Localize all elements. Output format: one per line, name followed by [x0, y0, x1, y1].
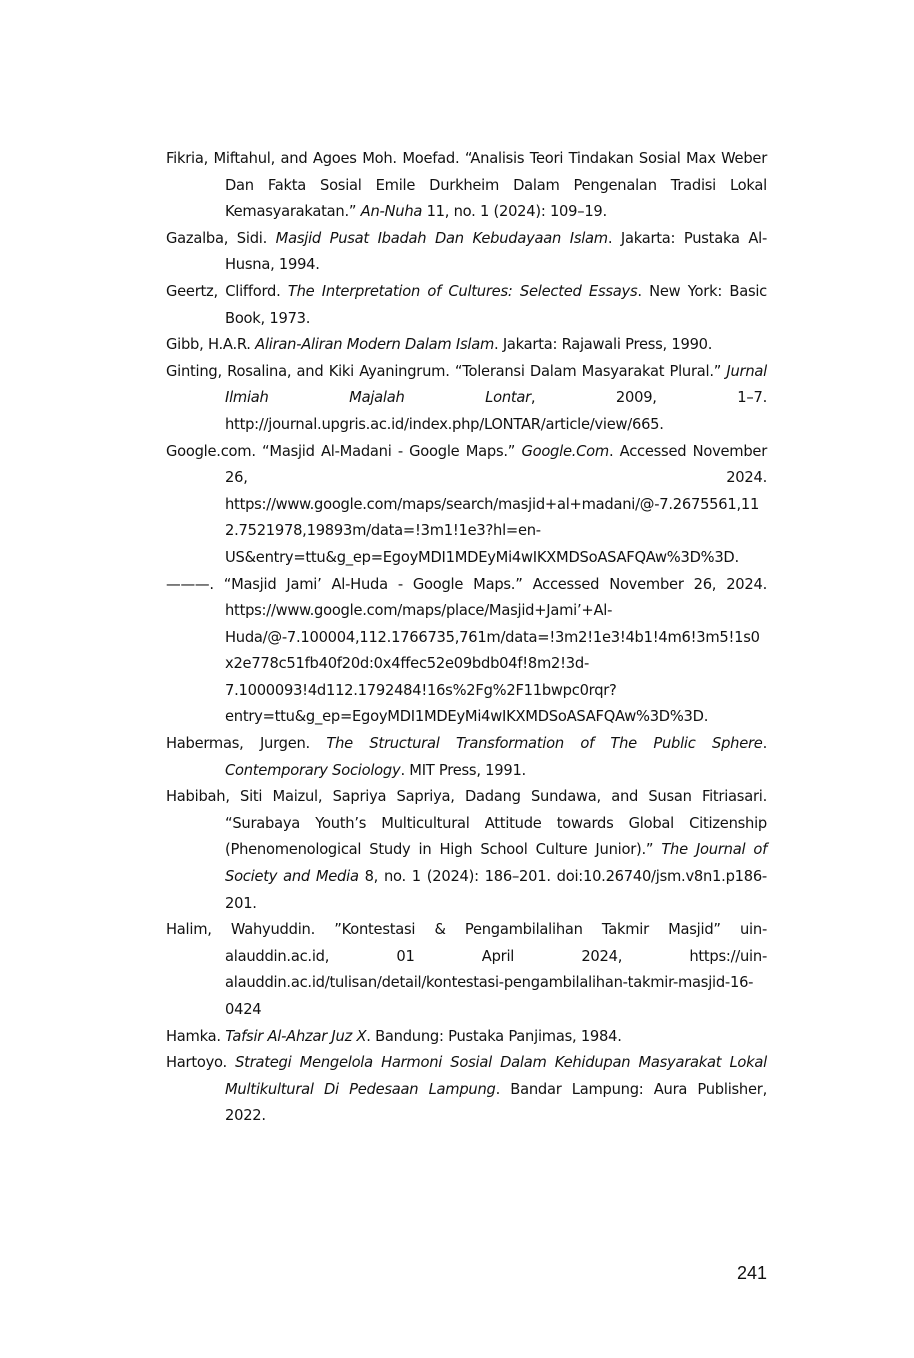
bibliography-entry	[166, 439, 767, 572]
entry-text: Habermas, Jurgen.	[166, 735, 327, 753]
entry-italic-title: An-Nuha	[360, 203, 423, 221]
bibliography-entry	[166, 917, 767, 1023]
bibliography-entry	[166, 784, 767, 917]
entry-text: . Bandung: Pustaka Panjimas, 1984.	[366, 1027, 622, 1045]
bibliography-entry	[166, 1050, 767, 1130]
bibliography-list	[166, 146, 767, 1130]
entry-italic-title: The Structural Transformation of The Public Sphere	[326, 735, 763, 753]
entry-italic-title: The Journal of Society and Media	[225, 841, 767, 886]
entry-text: Google.com. “Masjid Al-Madani - Google Maps.”	[166, 442, 522, 460]
entry-text: Halim, Wahyuddin. ”Kontestasi & Pengambilalihan Takmir Masjid” uin-alauddin.ac.id, 01 April 2024, https://uin-alauddin.ac.id/tulisan/detail/kontestasi-pengambilalihan-takmir-masjid-16-0424	[166, 921, 767, 1018]
entry-italic-title: Masjid Pusat Ibadah Dan Kebudayaan Islam	[275, 229, 608, 247]
entry-text: Gibb, H.A.R.	[166, 336, 256, 354]
entry-text: Hamka.	[166, 1027, 226, 1045]
bibliography-entry	[166, 359, 767, 439]
entry-text: Fikria, Miftahul, and Agoes Moh. Moefad. “Analisis Teori Tindakan Sosial Max Weber Dan Fakta Sosial Emile Durkheim Dalam Pengenalan Tradisi Lokal Kemasyarakatan.”	[166, 150, 767, 221]
entry-italic-title: The Interpretation of Cultures: Selected Essays	[287, 282, 638, 300]
entry-italic-title: Contemporary Sociology	[225, 761, 401, 779]
entry-text: Hartoyo.	[166, 1054, 236, 1072]
entry-text: 11, no. 1 (2024): 109–19.	[422, 203, 607, 221]
entry-text: , 2009, 1–7. http://journal.upgris.ac.id/index.php/LONTAR/article/view/665.	[225, 389, 767, 433]
entry-text: . Bandar Lampung: Aura Publisher, 2022.	[225, 1080, 767, 1125]
entry-italic-title: Strategi Mengelola Harmoni Sosial Dalam Kehidupan Masyarakat Lokal Multikultural Di Pedesaan Lampung	[225, 1054, 767, 1098]
entry-text: Gazalba, Sidi.	[166, 229, 276, 247]
entry-italic-title: Tafsir Al-Ahzar Juz X	[225, 1027, 367, 1045]
entry-text: Habibah, Siti Maizul, Sapriya Sapriya, Dadang Sundawa, and Susan Fitriasari. “Surabaya Youth’s Multicultural Attitude towards Global Citizenship (Phenomenological Study in High School Culture Junior).”	[166, 788, 767, 859]
entry-text: Geertz, Clifford.	[166, 282, 288, 300]
entry-text: Ginting, Rosalina, and Kiki Ayaningrum. “Toleransi Dalam Masyarakat Plural.”	[166, 362, 727, 380]
bibliography-entry	[166, 146, 767, 226]
entry-text: . Accessed November 26, 2024. https://www.google.com/maps/search/masjid+al+madani/@-7.2675561,112.7521978,19893m/data=!3m1!1e3?hl=en-US&entry=ttu&g_ep=EgoyMDI1MDEyMi4wIKXMDSoASAFQAw%3D%3D.	[225, 442, 767, 566]
bibliography-entry	[166, 1024, 767, 1051]
entry-italic-title: Jurnal Ilmiah Majalah Lontar	[225, 362, 767, 407]
entry-italic-title: Aliran-Aliran Modern Dalam Islam	[255, 336, 494, 354]
bibliography-entry	[166, 332, 767, 359]
bibliography-entry	[166, 226, 767, 279]
bibliography-entry	[166, 279, 767, 332]
entry-text: . Jakarta: Pustaka Al-Husna, 1994.	[225, 229, 768, 274]
entry-text: .	[762, 735, 767, 753]
bibliography-entry	[166, 572, 767, 732]
page-number: 241	[736, 1263, 767, 1283]
entry-text: ———. “Masjid Jami’ Al-Huda - Google Maps.” Accessed November 26, 2024. https://www.google.com/maps/place/Masjid+Jami’+Al-Huda/@-7.100004,112.1766735,761m/data=!3m2!1e3!4b1!4m6!3m5!1s0x2e778c51fb40f20d:0x4ffec52e09bdb04f!8m2!3d-7.1000093!4d112.1792484!16s%2Fg%2F11bwpc0rqr?entry=ttu&g_ep=EgoyMDI1MDEyMi4wIKXMDSoASAFQAw%3D%3D.	[166, 575, 767, 726]
bibliography-entry	[166, 731, 767, 784]
entry-text: . New York: Basic Book, 1973.	[225, 282, 768, 327]
entry-italic-title: Google.Com	[521, 442, 609, 460]
entry-text: . Jakarta: Rajawali Press, 1990.	[494, 336, 713, 354]
entry-text: . MIT Press, 1991.	[400, 761, 526, 779]
entry-text: 8, no. 1 (2024): 186–201. doi:10.26740/jsm.v8n1.p186-201.	[225, 868, 767, 912]
